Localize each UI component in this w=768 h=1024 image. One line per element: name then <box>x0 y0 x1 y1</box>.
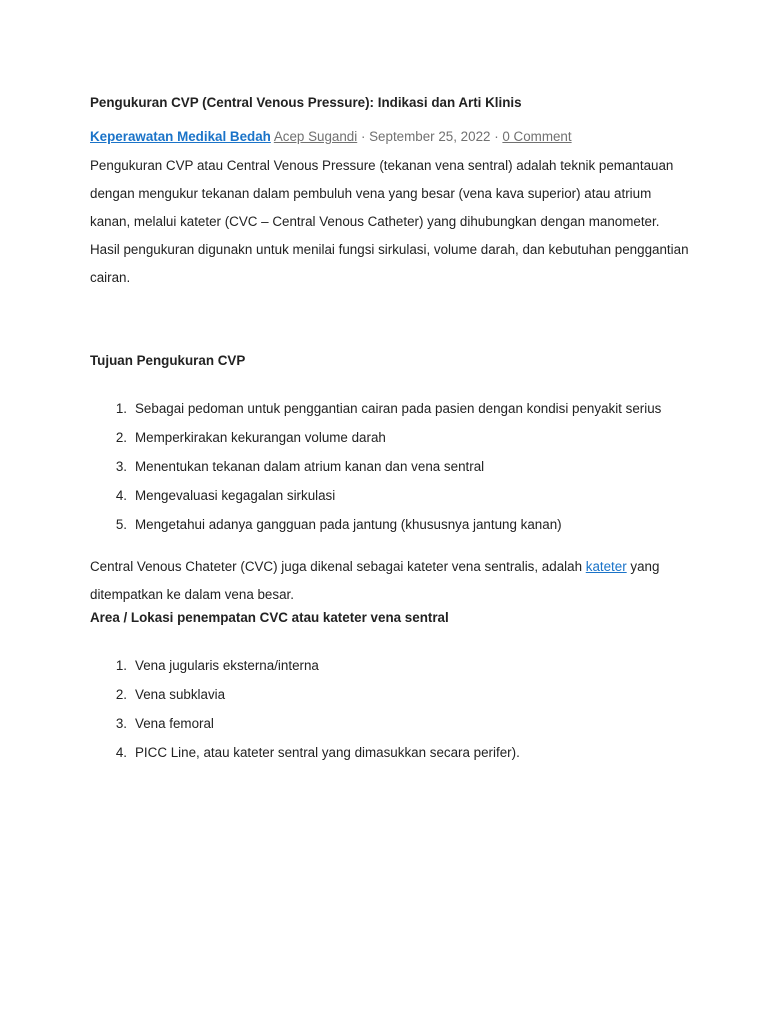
list-text: Sebagai pedoman untuk penggantian cairan pada pasien dengan kondisi penyakit serius <box>135 401 662 416</box>
author-link[interactable]: Acep Sugandi <box>273 129 358 144</box>
post-date: September 25, 2022 <box>369 129 491 144</box>
article <box>90 94 690 767</box>
list-text: Vena jugularis eksterna/interna <box>135 658 319 673</box>
goals-list <box>90 394 690 539</box>
list-item <box>115 452 690 481</box>
list-item <box>115 423 690 452</box>
list-number: 2. <box>115 430 127 445</box>
area-list <box>90 651 690 767</box>
goals-heading: Tujuan Pengukuran CVP <box>90 353 246 368</box>
list-number: 1. <box>115 401 127 416</box>
list-text: Vena subklavia <box>135 687 226 702</box>
list-text: Menentukan tekanan dalam atrium kanan dan vena sentral <box>135 459 485 474</box>
list-item <box>115 510 690 539</box>
list-number: 4. <box>115 745 127 760</box>
list-item <box>115 481 690 510</box>
area-heading: Area / Lokasi penempatan CVC atau kateter vena sentral <box>90 610 449 625</box>
list-text: PICC Line, atau kateter sentral yang dimasukkan secara perifer). <box>135 745 520 760</box>
list-number: 4. <box>115 488 127 503</box>
article-title: Pengukuran CVP (Central Venous Pressure): Indikasi dan Arti Klinis <box>90 95 522 110</box>
cvc-text-after: yang ditempatkan ke dalam vena besar. <box>90 559 660 602</box>
list-text: Mengevaluasi kegagalan sirkulasi <box>135 488 336 503</box>
category-link[interactable]: Keperawatan Medikal Bedah <box>90 129 271 144</box>
list-item <box>115 651 690 680</box>
article-meta <box>90 128 690 146</box>
list-number: 3. <box>115 459 127 474</box>
meta-separator: · <box>357 129 370 144</box>
list-item <box>115 680 690 709</box>
list-item <box>115 738 690 767</box>
intro-paragraph: Pengukuran CVP atau Central Venous Pressure (tekanan vena sentral) adalah teknik pemantauan dengan mengukur tekanan dalam pembuluh vena yang besar (vena kava superior) atau atrium kanan, melalui kateter (CVC – Central Venous Catheter) yang dihubungkan dengan manometer. Hasil pengukuran digunakn untuk menilai fungsi sirkulasi, volume darah, dan kebutuhan penggantian cairan. <box>90 158 689 285</box>
cvc-paragraph <box>90 553 690 609</box>
list-text: Memperkirakan kekurangan volume darah <box>135 430 386 445</box>
comments-link[interactable]: 0 Comment <box>502 129 572 144</box>
meta-separator: · <box>490 129 503 144</box>
cvc-text-before: Central Venous Chateter (CVC) juga dikenal sebagai kateter vena sentralis, adalah <box>90 559 586 574</box>
list-item <box>115 709 690 738</box>
list-number: 1. <box>115 658 127 673</box>
list-number: 3. <box>115 716 127 731</box>
list-text: Vena femoral <box>135 716 214 731</box>
list-number: 2. <box>115 687 127 702</box>
list-item <box>115 394 690 423</box>
kateter-link[interactable]: kateter <box>585 559 627 574</box>
list-text: Mengetahui adanya gangguan pada jantung (khususnya jantung kanan) <box>135 517 562 532</box>
list-number: 5. <box>115 517 127 532</box>
